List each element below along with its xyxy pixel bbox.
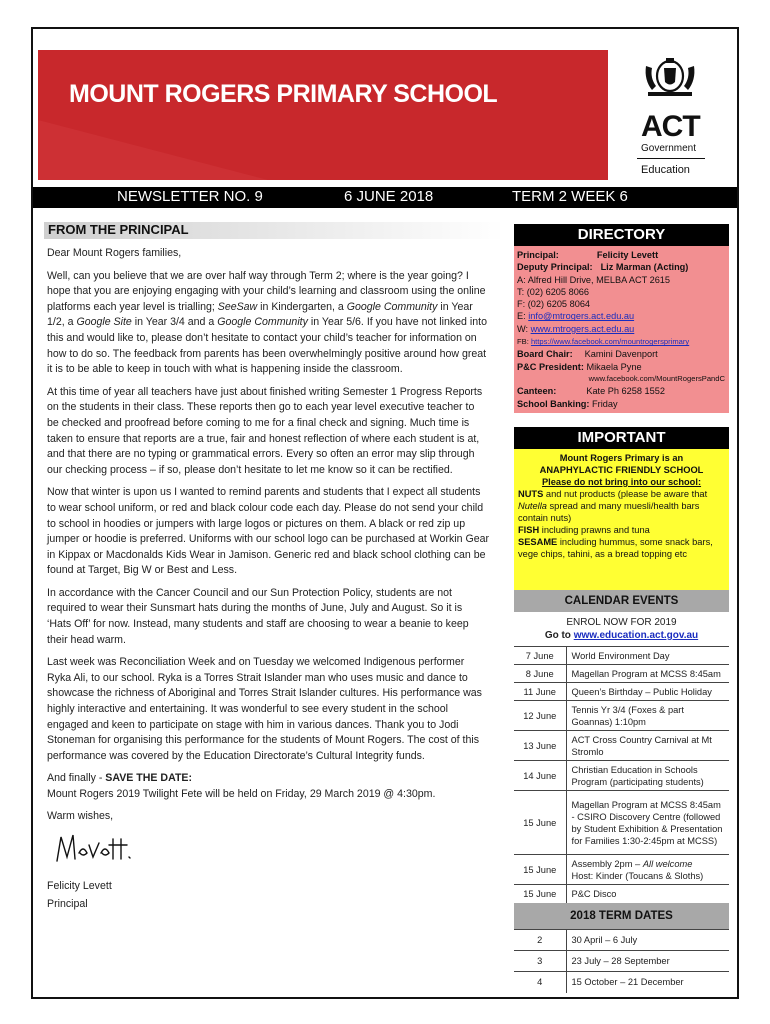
table-row: 11 June Queen’s Birthday – Public Holiday (514, 683, 729, 701)
newsletter-info-bar (33, 187, 737, 208)
newsletter-number: NEWSLETTER NO. 9 (117, 188, 263, 205)
calendar-panel (514, 590, 729, 903)
table-row: 15 June P&C Disco (514, 885, 729, 903)
save-the-date: And finally - SAVE THE DATE: Mount Rogers 2019 Twilight Fete will be held on Friday, 29 March 2019 @ 4:30pm. (47, 772, 436, 800)
term-dates-table (514, 929, 729, 993)
principal-name: Felicity Levett (47, 880, 112, 893)
principal-role: Principal (47, 897, 88, 910)
table-row: 2 30 April – 6 July (514, 930, 729, 951)
letter-paragraph: Last week was Reconciliation Week and on Tuesday we welcomed Indigenous performer Ryka Ali, to our school. Ryka is a Torres Strait Islander man who uses music and dance to showcase the richness of Aboriginal and Torres Strait Islander cultures. His performance was highly interactive and entertaining. It was wonderful to see every student in the school engaged and keen to participate on stage with him in various dances. Thank you to Jodi Stoneman for organising this performance for the students of Mount Rogers. The cost of this performance was covered by the Education Directorate’s Cultural Integrity funds. (47, 656, 482, 762)
table-row: 15 June Assembly 2pm – All welcome Host: Kinder (Toucans & Sloths) (514, 855, 729, 885)
act-wordmark: ACT (641, 110, 700, 143)
education-link[interactable]: www.education.act.gov.au (573, 630, 699, 641)
facebook-link[interactable]: https://www.facebook.com/mountrogersprimary (530, 337, 690, 347)
calendar-table (514, 646, 729, 903)
table-row: 8 June Magellan Program at MCSS 8:45am (514, 665, 729, 683)
calendar-title: CALENDAR EVENTS (514, 590, 729, 612)
directory-panel (514, 224, 729, 413)
education-wordmark: Education (641, 164, 690, 176)
act-government-logo (628, 50, 714, 180)
term-dates-title: 2018 TERM DATES (514, 903, 729, 929)
principal-heading: FROM THE PRINCIPAL (44, 222, 504, 239)
important-title: IMPORTANT (514, 427, 729, 449)
school-name: MOUNT ROGERS PRIMARY SCHOOL (69, 80, 498, 108)
table-row: 12 June Tennis Yr 3/4 (Foxes & part Goannas) 1:10pm (514, 701, 729, 731)
letter-paragraph: In accordance with the Cancer Council and our Sun Protection Policy, students are not required to wear their Sunsmart hats during the months of June, July and August. So it is ‘Hats Off’ for now. Instead, many students and staff are choosing to wear a beanie to keep their head warm. (47, 586, 469, 646)
table-row: 13 June ACT Cross Country Carnival at Mt Stromlo (514, 731, 729, 761)
table-row: 3 23 July – 28 September (514, 951, 729, 972)
principal-letter (47, 246, 489, 914)
logo-divider (637, 158, 705, 159)
directory-title: DIRECTORY (514, 224, 729, 246)
table-row: 15 June Magellan Program at MCSS 8:45am - CSIRO Discovery Centre (followed by Student Exhibition & Presentation for Families 1:30-2:45pm at MCSS) (514, 791, 729, 855)
letter-paragraph: At this time of year all teachers have just about finished writing Semester 1 Progress Reports on the students in their class. These reports then go to each year level executive teacher to be checked and proofread before coming to me for a final check and signing. Much time is taken to ensure that reports are a true, fair and honest reflection of where each student is at, and that there are no typing or grammatical errors. Every so often an error may slip through our checking process – if so, please don’t hesitate to let me know so it can be rectified. (47, 385, 483, 476)
coat-of-arms-icon (640, 54, 700, 100)
email-link[interactable]: info@mtrogers.act.edu.au (528, 311, 635, 322)
letter-paragraph: Well, can you believe that we are over half way through Term 2; where is the year going? I hope that you are enjoying engaging with your child’s learning and classroom using the online platforms each year level is trialling; SeeSaw in Kindergarten, a Google Community in Year 1/2, a Google Site in Year 3/4 and a Google Community in Year 5/6. If you have not linked into this and would like to, please don’t hesitate to contact your child’s teacher for information on how to do so. The feedback from parents has been overwhelmingly positive around how great it is to be able to keep in touch with what is happening inside the classroom. (47, 269, 487, 376)
school-banner (38, 50, 608, 180)
newsletter-date: 6 JUNE 2018 (344, 188, 434, 205)
newsletter-term: TERM 2 WEEK 6 (512, 188, 628, 205)
pc-facebook: www.facebook.com/MountRogersPandC (588, 373, 725, 383)
greeting: Dear Mount Rogers families, (47, 247, 182, 259)
signature-icon (53, 831, 133, 867)
important-body: Mount Rogers Primary is an ANAPHYLACTIC FRIENDLY SCHOOL Please do not bring into our school: NUTS and nut products (please be aware that Nutella spread and many muesli/health bars contain nuts) FISH including prawns and tuna SESAME including hummus, some snack bars, vege chips, tahini, as a bread topping etc (514, 449, 729, 599)
government-wordmark: Government (641, 143, 697, 154)
table-row: 14 June Christian Education in Schools Program (participating students) (514, 761, 729, 791)
table-row: 7 June World Environment Day (514, 647, 729, 665)
closing: Warm wishes, (47, 809, 114, 822)
term-dates-panel (514, 903, 729, 993)
letter-paragraph: Now that winter is upon us I wanted to remind parents and students that I expect all students to wear school uniform, or red and black colour code each day. Please do not send your child to school in hoodies or jumpers with large logos or pictures on them. A black or red zip up jumper or hoodie is preferred. Uniforms with our school logo can be purchased at Workin Gear in Kippax or Macdonalds Kids Wear in Jamison. Generic red and black school clothing can be found at Target, Big W or Best and Less. (47, 486, 490, 577)
directory-body: Principal: Felicity Levett Deputy Principal: Liz Marman (Acting) A: Alfred Hill Drive, MELBA ACT 2615 T: (02) 6205 8066 F: (02) 6205 8064 E: info@mtrogers.act.edu.au W: www.mtrogers.act.edu.au FB: https://www.facebook.com/mountrogersprimary Board Chair: Kamini Davenport P&C President: Mikaela Pyne www.facebook.com/MountRogersPandC Canteen: Kate Ph 6258 1552 School Banking: Friday (514, 246, 729, 413)
table-row: 4 15 October – 21 December (514, 972, 729, 993)
website-link[interactable]: www.mtrogers.act.edu.au (530, 323, 635, 334)
enrol-notice: ENROL NOW FOR 2019 Go to www.education.act.gov.au (544, 617, 699, 641)
important-panel (514, 427, 729, 599)
